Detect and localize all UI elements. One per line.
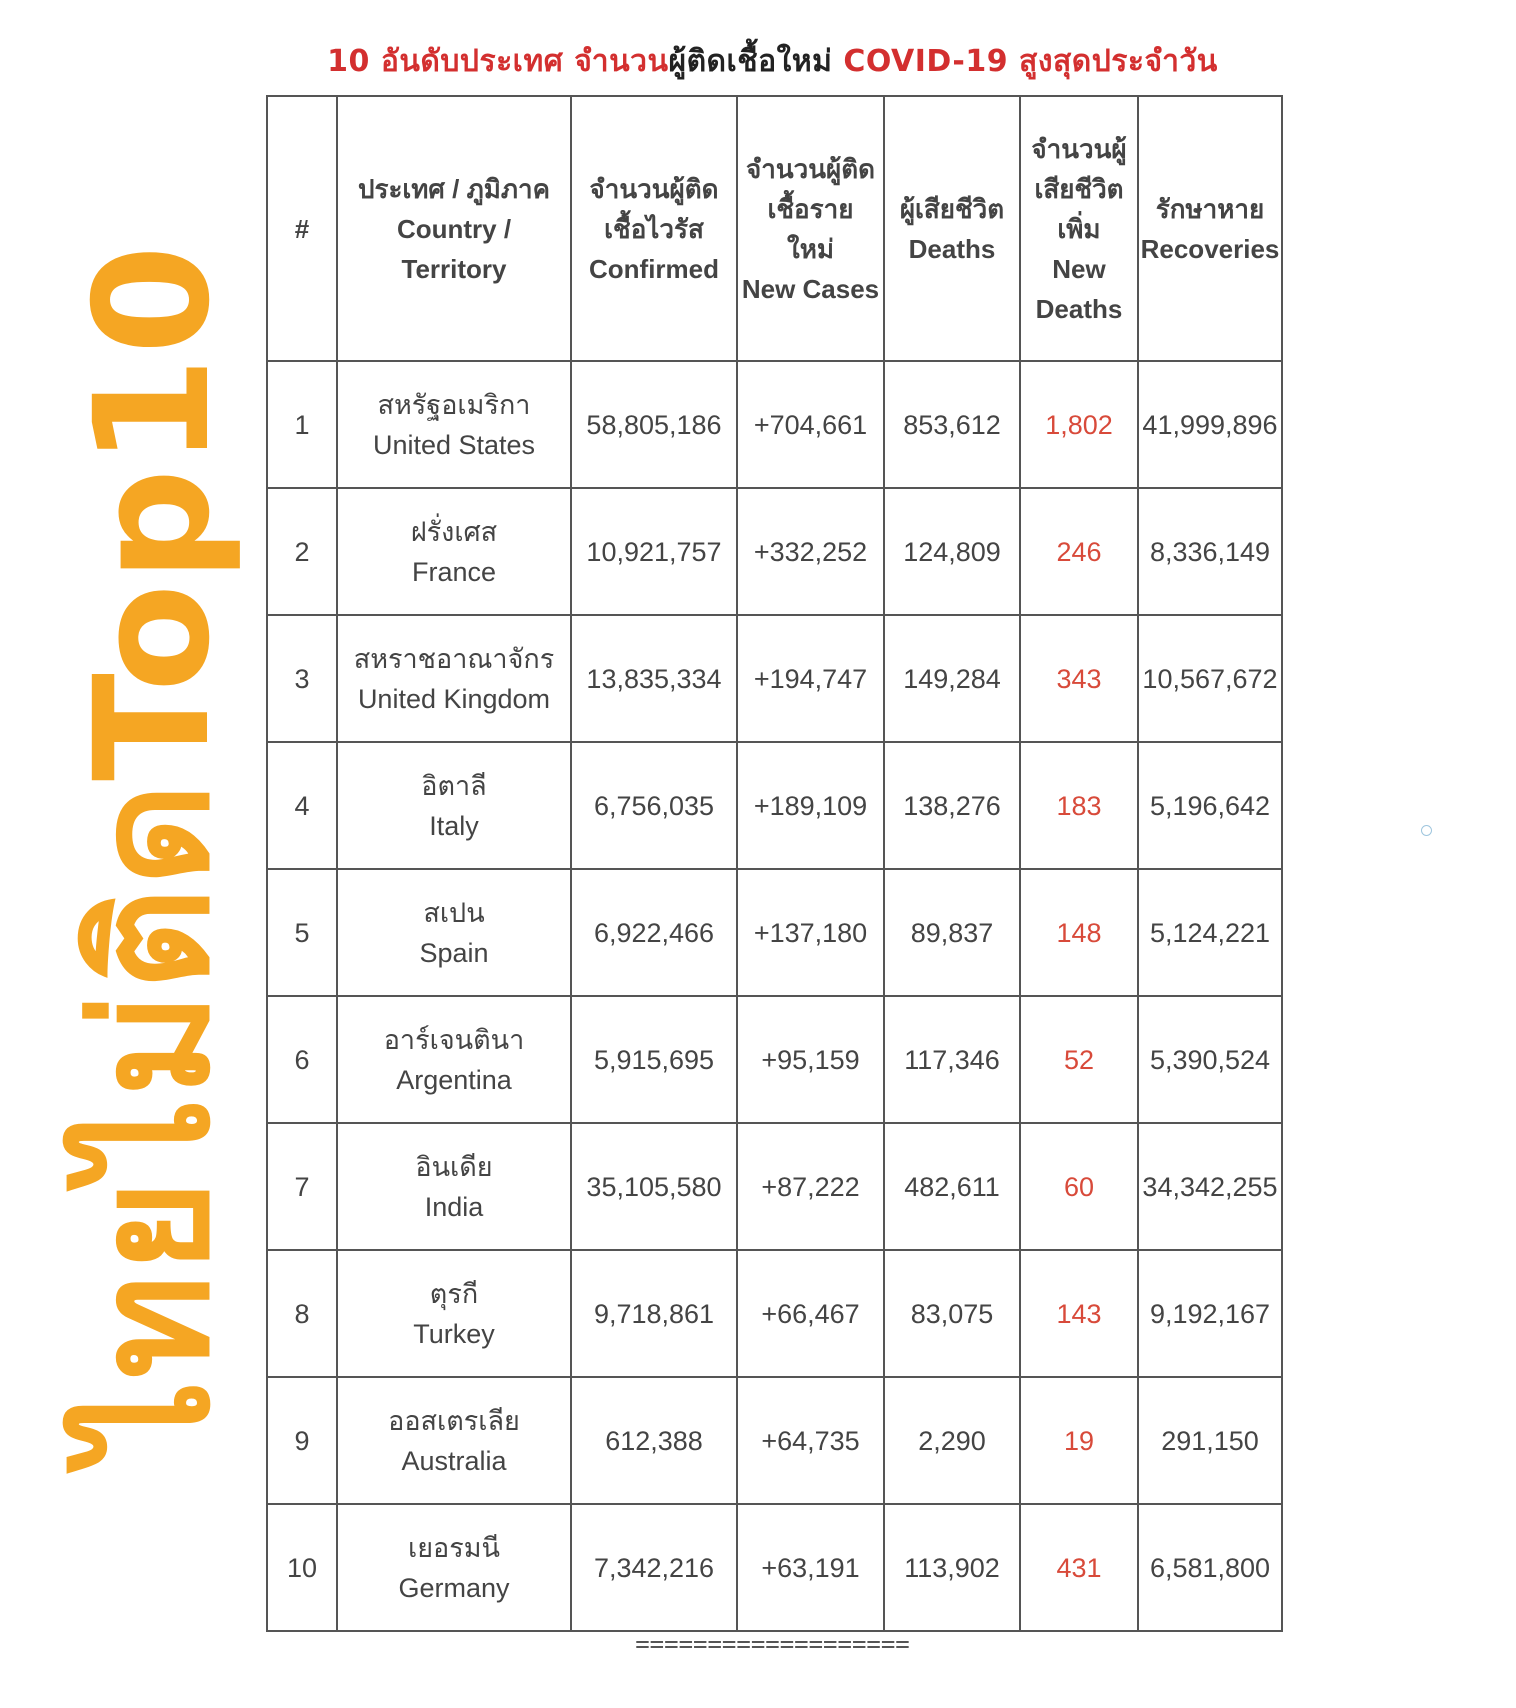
cell-recoveries: 8,336,149 <box>1138 488 1282 615</box>
cell-new-deaths: 343 <box>1020 615 1138 742</box>
header-recoveries: รักษาหาย Recoveries <box>1138 96 1282 361</box>
cell-confirmed: 7,342,216 <box>571 1504 737 1631</box>
table-row <box>267 1504 1282 1631</box>
table-row <box>267 742 1282 869</box>
table-row <box>267 996 1282 1123</box>
cell-new-cases: +87,222 <box>737 1123 884 1250</box>
table-row <box>267 1123 1282 1250</box>
cell-country: ฝรั่งเศส France <box>337 488 571 615</box>
cell-recoveries: 291,150 <box>1138 1377 1282 1504</box>
cell-new-deaths: 52 <box>1020 996 1138 1123</box>
cell-recoveries: 5,390,524 <box>1138 996 1282 1123</box>
small-circle-icon <box>1421 825 1432 836</box>
cell-new-deaths: 431 <box>1020 1504 1138 1631</box>
title-part-3: COVID-19 สูงสุดประจำวัน <box>832 44 1218 79</box>
cell-deaths: 138,276 <box>884 742 1020 869</box>
cell-confirmed: 5,915,695 <box>571 996 737 1123</box>
cell-confirmed: 6,922,466 <box>571 869 737 996</box>
cell-rank: 3 <box>267 615 337 742</box>
cell-deaths: 853,612 <box>884 361 1020 488</box>
cell-country: สหรัฐอเมริกา United States <box>337 361 571 488</box>
cell-confirmed: 58,805,186 <box>571 361 737 488</box>
cell-country: สเปน Spain <box>337 869 571 996</box>
cell-rank: 4 <box>267 742 337 869</box>
cell-new-cases: +189,109 <box>737 742 884 869</box>
table-row <box>267 361 1282 488</box>
cell-new-cases: +704,661 <box>737 361 884 488</box>
cell-country: อิตาลี Italy <box>337 742 571 869</box>
header-confirmed: จำนวนผู้ติด เชื้อไวรัส Confirmed <box>571 96 737 361</box>
table-row <box>267 1377 1282 1504</box>
cell-confirmed: 10,921,757 <box>571 488 737 615</box>
table-row <box>267 869 1282 996</box>
cell-deaths: 89,837 <box>884 869 1020 996</box>
cell-recoveries: 10,567,672 <box>1138 615 1282 742</box>
table-row <box>267 615 1282 742</box>
cell-recoveries: 6,581,800 <box>1138 1504 1282 1631</box>
cell-deaths: 2,290 <box>884 1377 1020 1504</box>
cell-confirmed: 9,718,861 <box>571 1250 737 1377</box>
cell-new-deaths: 183 <box>1020 742 1138 869</box>
cell-deaths: 149,284 <box>884 615 1020 742</box>
page-title <box>0 38 1516 85</box>
cell-country: เยอรมนี Germany <box>337 1504 571 1631</box>
cell-rank: 10 <box>267 1504 337 1631</box>
cell-confirmed: 35,105,580 <box>571 1123 737 1250</box>
cell-new-deaths: 246 <box>1020 488 1138 615</box>
cell-new-cases: +63,191 <box>737 1504 884 1631</box>
cell-recoveries: 5,196,642 <box>1138 742 1282 869</box>
cell-country: อินเดีย India <box>337 1123 571 1250</box>
cell-deaths: 117,346 <box>884 996 1020 1123</box>
cell-confirmed: 6,756,035 <box>571 742 737 869</box>
header-new-deaths: จำนวนผู้ เสียชีวิต เพิ่ม New Deaths <box>1020 96 1138 361</box>
cell-recoveries: 9,192,167 <box>1138 1250 1282 1377</box>
cell-new-cases: +332,252 <box>737 488 884 615</box>
cell-new-deaths: 148 <box>1020 869 1138 996</box>
cell-new-deaths: 1,802 <box>1020 361 1138 488</box>
cell-new-deaths: 143 <box>1020 1250 1138 1377</box>
cell-rank: 7 <box>267 1123 337 1250</box>
cell-new-cases: +137,180 <box>737 869 884 996</box>
cell-rank: 8 <box>267 1250 337 1377</box>
cell-new-deaths: 19 <box>1020 1377 1138 1504</box>
header-row <box>267 96 1282 361</box>
cell-deaths: 83,075 <box>884 1250 1020 1377</box>
cell-deaths: 124,809 <box>884 488 1020 615</box>
table-row <box>267 488 1282 615</box>
header-rank: # <box>267 96 337 361</box>
cell-country: อาร์เจนตินา Argentina <box>337 996 571 1123</box>
cell-recoveries: 41,999,896 <box>1138 361 1282 488</box>
covid-table <box>266 95 1283 1632</box>
bottom-divider: =================== <box>635 1630 910 1658</box>
title-part-1: 10 อันดับประเทศ จำนวน <box>327 44 669 79</box>
header-country: ประเทศ / ภูมิภาค Country / Territory <box>337 96 571 361</box>
cell-deaths: 113,902 <box>884 1504 1020 1631</box>
cell-rank: 2 <box>267 488 337 615</box>
cell-country: ออสเตรเลีย Australia <box>337 1377 571 1504</box>
cell-new-cases: +66,467 <box>737 1250 884 1377</box>
cell-confirmed: 612,388 <box>571 1377 737 1504</box>
header-deaths: ผู้เสียชีวิต Deaths <box>884 96 1020 361</box>
table-row <box>267 1250 1282 1377</box>
cell-rank: 5 <box>267 869 337 996</box>
cell-rank: 9 <box>267 1377 337 1504</box>
cell-country: สหราชอาณาจักร United Kingdom <box>337 615 571 742</box>
cell-new-cases: +95,159 <box>737 996 884 1123</box>
title-part-2: ผู้ติดเชื้อใหม่ <box>668 44 833 79</box>
side-watermark-text: ไทยไม่ติดTop10 <box>61 242 245 1460</box>
cell-country: ตุรกี Turkey <box>337 1250 571 1377</box>
cell-recoveries: 5,124,221 <box>1138 869 1282 996</box>
cell-rank: 1 <box>267 361 337 488</box>
cell-new-cases: +64,735 <box>737 1377 884 1504</box>
cell-confirmed: 13,835,334 <box>571 615 737 742</box>
cell-new-cases: +194,747 <box>737 615 884 742</box>
cell-recoveries: 34,342,255 <box>1138 1123 1282 1250</box>
cell-deaths: 482,611 <box>884 1123 1020 1250</box>
header-new-cases: จำนวนผู้ติด เชื้อราย ใหม่ New Cases <box>737 96 884 361</box>
cell-rank: 6 <box>267 996 337 1123</box>
cell-new-deaths: 60 <box>1020 1123 1138 1250</box>
